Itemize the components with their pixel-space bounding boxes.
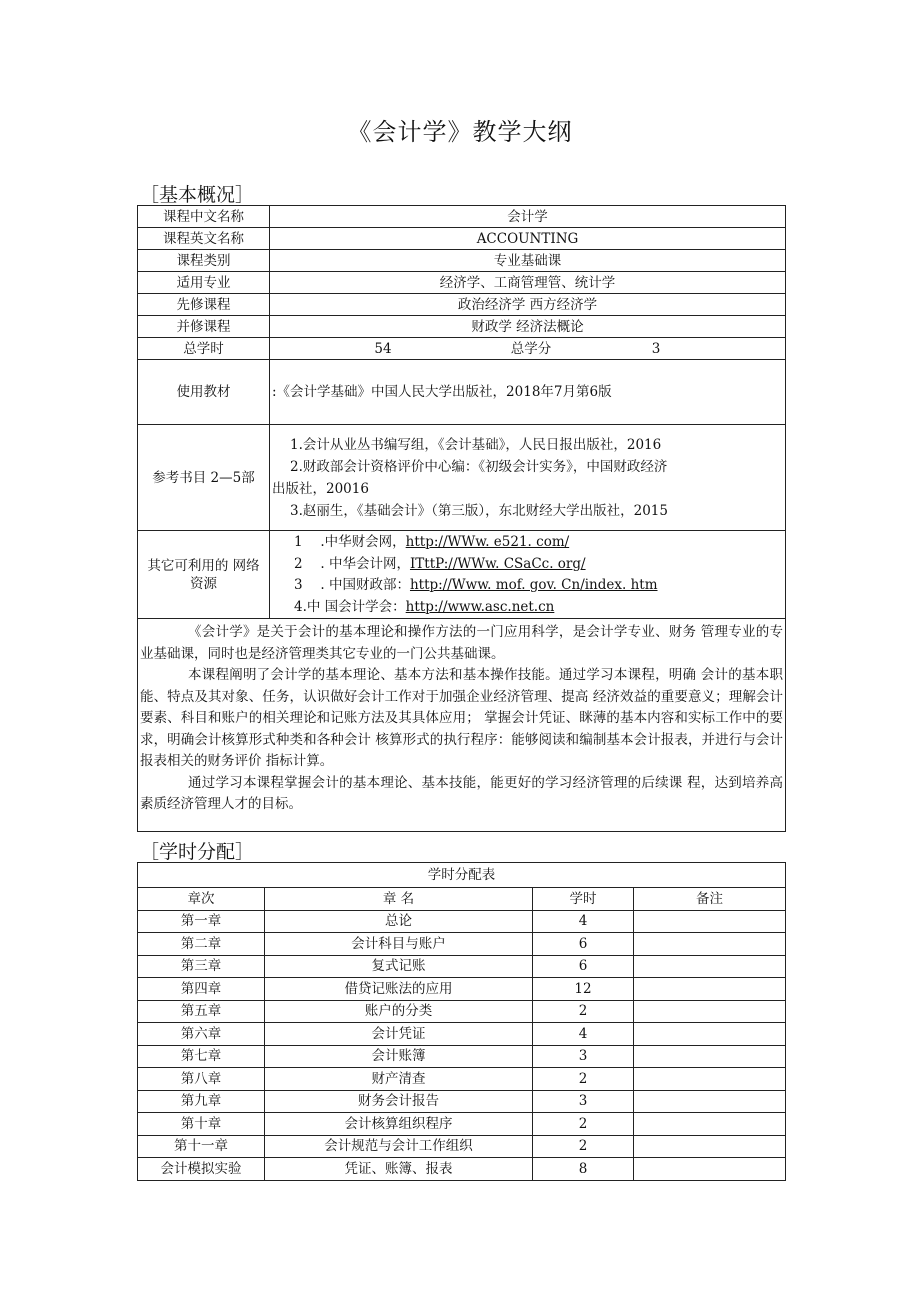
refs-value bbox=[270, 425, 786, 531]
header-chapter: 章次 bbox=[138, 888, 265, 911]
row-majors bbox=[138, 272, 786, 294]
note-cell bbox=[634, 1068, 786, 1091]
table-row bbox=[138, 933, 786, 956]
hours-cell: 2 bbox=[533, 1113, 634, 1136]
coreq-value: 财政学 经济法概论 bbox=[270, 316, 786, 338]
name-cell: 财产清查 bbox=[265, 1068, 533, 1091]
page-title: 《会计学》教学大纲 bbox=[347, 118, 573, 146]
table-row bbox=[138, 1045, 786, 1068]
row-cn-name bbox=[138, 206, 786, 228]
name-cell: 财务会计报告 bbox=[265, 1090, 533, 1113]
alloc-header-row bbox=[138, 888, 786, 911]
resource-prefix: 2 . 中华会计网， bbox=[294, 555, 410, 572]
hours-value: 54 bbox=[374, 340, 392, 357]
chapter-cell: 第十章 bbox=[138, 1113, 265, 1136]
hours-cell: 8 bbox=[533, 1158, 634, 1181]
majors-label: 适用专业 bbox=[138, 272, 270, 294]
row-en-name bbox=[138, 228, 786, 250]
name-cell: 借贷记账法的应用 bbox=[265, 978, 533, 1001]
cn-name-label: 课程中文名称 bbox=[138, 206, 270, 228]
description-paragraph: 通过学习本课程掌握会计的基本理论、基本技能，能更好的学习经济管理的后续课 程，达到培养高素质经济管理人才的目标。 bbox=[140, 774, 783, 812]
table-row bbox=[138, 1090, 786, 1113]
prereq-value: 政治经济学 西方经济学 bbox=[270, 294, 786, 316]
hours-cell: 4 bbox=[533, 910, 634, 933]
note-cell bbox=[634, 1158, 786, 1181]
resource-prefix: 3 . 中国财政部： bbox=[294, 577, 410, 593]
table-row bbox=[138, 1000, 786, 1023]
chapter-cell: 第七章 bbox=[138, 1045, 265, 1068]
resource-link[interactable]: http://www.asc.net.cn bbox=[405, 598, 555, 615]
name-cell: 账户的分类 bbox=[265, 1000, 533, 1023]
textbook-value: :《会计学基础》中国人民大学出版社，2018年7月第6版 bbox=[270, 360, 786, 425]
ref-item-2-cont: 出版社，20016 bbox=[272, 480, 369, 497]
note-cell bbox=[634, 955, 786, 978]
header-hours: 学时 bbox=[533, 888, 634, 911]
category-value: 专业基础课 bbox=[270, 250, 786, 272]
note-cell bbox=[634, 1135, 786, 1158]
name-cell: 凭证、账簿、报表 bbox=[265, 1158, 533, 1181]
hours-cell: 6 bbox=[533, 955, 634, 978]
name-cell: 会计规范与会计工作组织 bbox=[265, 1135, 533, 1158]
alloc-section-heading: ［学时分配］ bbox=[140, 841, 255, 863]
row-textbook bbox=[138, 360, 786, 425]
resource-item bbox=[272, 597, 785, 619]
note-cell bbox=[634, 1000, 786, 1023]
note-cell bbox=[634, 933, 786, 956]
hours-cell: 4 bbox=[533, 1023, 634, 1046]
resource-link[interactable]: http://Www. mof. gov. Cn/index. htm bbox=[409, 577, 658, 593]
hours-label: 总学时 bbox=[138, 338, 270, 360]
chapter-cell: 第九章 bbox=[138, 1090, 265, 1113]
basic-info-table bbox=[137, 205, 786, 832]
resource-item bbox=[272, 532, 785, 554]
hours-cell: 6 bbox=[533, 933, 634, 956]
name-cell: 会计凭证 bbox=[265, 1023, 533, 1046]
note-cell bbox=[634, 1023, 786, 1046]
chapter-cell: 第一章 bbox=[138, 910, 265, 933]
hours-cell: 3 bbox=[533, 1090, 634, 1113]
table-row bbox=[138, 1113, 786, 1136]
row-hours bbox=[138, 338, 786, 360]
en-name-value: ACCOUNTING bbox=[270, 228, 786, 250]
alloc-title-row bbox=[138, 863, 786, 888]
ref-item-1: 1.会计从业丛书编写组，《会计基础》，人民日报出版社，2016 bbox=[290, 436, 662, 453]
note-cell bbox=[634, 1045, 786, 1068]
row-coreq bbox=[138, 316, 786, 338]
alloc-table-title: 学时分配表 bbox=[138, 863, 786, 888]
note-cell bbox=[634, 910, 786, 933]
table-row bbox=[138, 1158, 786, 1181]
resource-link[interactable]: ITttP://WWw. CSaCc. org/ bbox=[409, 555, 586, 572]
cn-name-value: 会计学 bbox=[270, 206, 786, 228]
resource-item bbox=[272, 575, 785, 597]
table-row bbox=[138, 910, 786, 933]
coreq-label: 并修课程 bbox=[138, 316, 270, 338]
resource-item bbox=[272, 554, 785, 576]
note-cell bbox=[634, 978, 786, 1001]
ref-item-2: 2.财政部会计资格评价中心编：《初级会计实务》，中国财政经济 bbox=[290, 458, 668, 475]
description-paragraph: 《会计学》是关于会计的基本理论和操作方法的一门应用科学，是会计学专业、财务 管理专业的专业基础课，同时也是经济管理类其它专业的一门公共基础课。 bbox=[140, 624, 783, 662]
course-description bbox=[138, 619, 786, 832]
header-name: 章 名 bbox=[265, 888, 533, 911]
hours-cell bbox=[270, 338, 786, 360]
chapter-cell: 第五章 bbox=[138, 1000, 265, 1023]
row-resources bbox=[138, 531, 786, 619]
table-row bbox=[138, 1135, 786, 1158]
table-row bbox=[138, 1068, 786, 1091]
majors-value: 经济学、工商管理管、统计学 bbox=[270, 272, 786, 294]
chapter-cell: 第十一章 bbox=[138, 1135, 265, 1158]
ref-item-3: 3.赵丽生，《基础会计》（第三版），东北财经大学出版社，2015 bbox=[290, 502, 668, 519]
hours-allocation-table bbox=[137, 862, 786, 1181]
name-cell: 复式记账 bbox=[265, 955, 533, 978]
chapter-cell: 第八章 bbox=[138, 1068, 265, 1091]
basic-section-heading: ［基本概况］ bbox=[140, 184, 255, 206]
description-paragraph: 本课程阐明了会计学的基本理论、基本方法和基本操作技能。通过学习本课程，明确 会计的基本职能、特点及其对象、任务，认识做好会计工作对于加强企业经济管理、提高 经济效益的重要意义；理解会计要素、科目和账户的相关理论和记账方法及其具体应用； 掌握会计凭证、眯薄的基本内容和实标工作中的要求，明确会计核算形式种类和各种会计 核算形式的执行程序：能够阅读和编制基本会计报表，并进行与会计报表相关的财务评价 指标计算。 bbox=[140, 667, 783, 769]
note-cell bbox=[634, 1090, 786, 1113]
row-description bbox=[138, 619, 786, 832]
prereq-label: 先修课程 bbox=[138, 294, 270, 316]
name-cell: 会计账簿 bbox=[265, 1045, 533, 1068]
header-note: 备注 bbox=[634, 888, 786, 911]
table-row bbox=[138, 1023, 786, 1046]
en-name-label: 课程英文名称 bbox=[138, 228, 270, 250]
credit-value: 3 bbox=[651, 340, 661, 357]
credit-label: 总学分 bbox=[510, 340, 552, 357]
row-references bbox=[138, 425, 786, 531]
chapter-cell: 第六章 bbox=[138, 1023, 265, 1046]
chapter-cell: 第三章 bbox=[138, 955, 265, 978]
row-category bbox=[138, 250, 786, 272]
category-label: 课程类别 bbox=[138, 250, 270, 272]
resource-link[interactable]: http://WWw. e521. com/ bbox=[405, 534, 570, 550]
row-prereq bbox=[138, 294, 786, 316]
refs-label: 参考书目 2—5部 bbox=[138, 425, 270, 531]
chapter-cell: 第四章 bbox=[138, 978, 265, 1001]
chapter-cell: 第二章 bbox=[138, 933, 265, 956]
note-cell bbox=[634, 1113, 786, 1136]
name-cell: 总论 bbox=[265, 910, 533, 933]
resource-prefix: 1 .中华财会网， bbox=[294, 534, 406, 550]
table-row bbox=[138, 978, 786, 1001]
hours-cell: 12 bbox=[533, 978, 634, 1001]
hours-cell: 3 bbox=[533, 1045, 634, 1068]
resource-prefix: 4.中 国会计学会： bbox=[294, 598, 406, 615]
hours-cell: 2 bbox=[533, 1068, 634, 1091]
table-row bbox=[138, 955, 786, 978]
resources-label: 其它可利用的 网络资源 bbox=[138, 531, 270, 619]
resources-value bbox=[270, 531, 786, 619]
textbook-label: 使用教材 bbox=[138, 360, 270, 425]
name-cell: 会计科目与账户 bbox=[265, 933, 533, 956]
chapter-cell: 会计模拟实验 bbox=[138, 1158, 265, 1181]
hours-cell: 2 bbox=[533, 1000, 634, 1023]
name-cell: 会计核算组织程序 bbox=[265, 1113, 533, 1136]
hours-cell: 2 bbox=[533, 1135, 634, 1158]
